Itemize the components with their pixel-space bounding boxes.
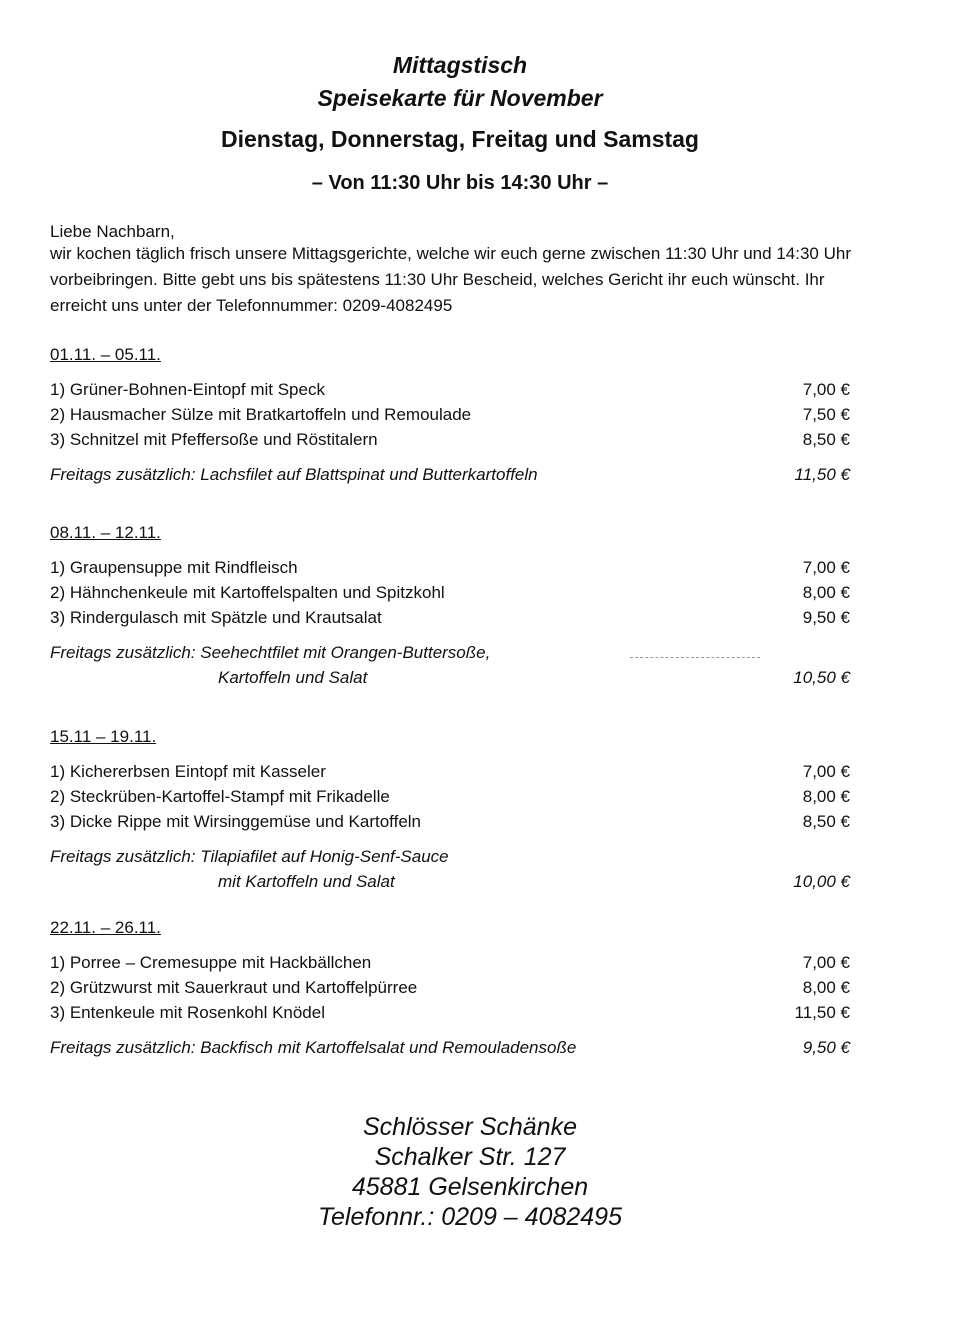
friday-special [50, 640, 850, 690]
menu-item [50, 759, 850, 784]
menu-item [50, 402, 850, 427]
dish-name: 1) Porree – Cremesuppe mit Hackbällchen [50, 953, 372, 972]
menu-item [50, 605, 850, 630]
dish-name: 3) Rindergulasch mit Spätzle und Krautsalat [50, 608, 382, 627]
dish-name: 3) Dicke Rippe mit Wirsinggemüse und Kartoffeln [50, 812, 422, 831]
menu-item [50, 975, 850, 1000]
menu-item [50, 580, 850, 605]
scan-dash-line [630, 657, 760, 658]
special-price: 10,50 € [793, 668, 850, 687]
restaurant-phone: Telefonnr.: 0209 – 4082495 [318, 1203, 622, 1231]
friday-special [50, 462, 850, 487]
friday-special [50, 844, 850, 894]
special-label: Freitags zusätzlich: [50, 643, 196, 662]
title-mittagstisch: Mittagstisch [392, 52, 528, 78]
title-speisekarte: Speisekarte für November [317, 85, 603, 111]
dish-name: 1) Graupensuppe mit Rindfleisch [50, 558, 298, 577]
special-dish-line2: Kartoffeln und Salat [218, 668, 368, 687]
dish-name: 3) Entenkeule mit Rosenkohl Knödel [50, 1003, 325, 1022]
restaurant-address [0, 1112, 940, 1232]
special-dish: Backfisch mit Kartoffelsalat und Remouladensoße [200, 1038, 577, 1057]
week-range: 15.11 – 19.11. [50, 727, 157, 746]
week-section [50, 523, 850, 690]
greeting: Liebe Nachbarn, [50, 222, 175, 241]
dish-name: 1) Kichererbsen Eintopf mit Kasseler [50, 762, 326, 781]
dish-name: 2) Steckrüben-Kartoffel-Stampf mit Frikadelle [50, 787, 390, 806]
menu-item [50, 784, 850, 809]
week-range: 22.11. – 26.11. [50, 918, 161, 937]
restaurant-street: Schalker Str. 127 [374, 1143, 566, 1171]
dish-price: 8,00 € [802, 978, 850, 997]
dish-name: 2) Hähnchenkeule mit Kartoffelspalten und Spitzkohl [50, 583, 445, 602]
special-dish: Tilapiafilet auf Honig-Senf-Sauce [200, 847, 449, 866]
dish-price: 8,50 € [802, 812, 850, 831]
menu-item [50, 427, 850, 452]
special-price: 11,50 € [794, 465, 850, 484]
week-range: 08.11. – 12.11. [50, 523, 161, 542]
special-label: Freitags zusätzlich: [50, 1038, 196, 1057]
special-dish: Lachsfilet auf Blattspinat und Butterkartoffeln [200, 465, 538, 484]
week-section [50, 918, 850, 1060]
special-price: 9,50 € [802, 1038, 850, 1057]
week-section [50, 345, 850, 487]
menu-item [50, 809, 850, 834]
dish-name: 2) Grützwurst mit Sauerkraut und Kartoffelpürree [50, 978, 418, 997]
dish-price: 8,00 € [802, 787, 850, 806]
serving-days: Dienstag, Donnerstag, Freitag und Samstag [221, 126, 699, 152]
dish-name: 2) Hausmacher Sülze mit Bratkartoffeln und Remoulade [50, 405, 472, 424]
dish-price: 7,00 € [802, 380, 850, 399]
menu-item [50, 950, 850, 975]
dish-price: 7,50 € [802, 405, 850, 424]
intro-text: wir kochen täglich frisch unsere Mittagsgerichte, welche wir euch gerne zwischen 11:30 Uhr und 14:30 Uhr vorbeibringen. Bitte gebt uns bis spätestens 11:30 Uhr Bescheid, welches Gericht ihr euch wünscht. Ihr erreicht uns unter der Telefonnummer: 0209-4082495 [50, 244, 851, 315]
special-label: Freitags zusätzlich: [50, 847, 196, 866]
special-label: Freitags zusätzlich: [50, 465, 196, 484]
special-price: 10,00 € [793, 872, 850, 891]
special-dish: Seehechtfilet mit Orangen-Buttersoße, [200, 643, 491, 662]
week-range: 01.11. – 05.11. [50, 345, 161, 364]
dish-name: 3) Schnitzel mit Pfeffersoße und Röstitalern [50, 430, 378, 449]
serving-hours: – Von 11:30 Uhr bis 14:30 Uhr – [311, 172, 609, 194]
dish-price: 7,00 € [802, 558, 850, 577]
menu-item [50, 377, 850, 402]
dish-price: 7,00 € [802, 762, 850, 781]
dish-price: 11,50 € [794, 1003, 850, 1022]
dish-price: 7,00 € [802, 953, 850, 972]
dish-price: 8,00 € [802, 583, 850, 602]
dish-price: 9,50 € [802, 608, 850, 627]
special-dish-line2: mit Kartoffeln und Salat [218, 872, 395, 891]
restaurant-city: 45881 Gelsenkirchen [351, 1173, 589, 1201]
dish-price: 8,50 € [802, 430, 850, 449]
week-section [50, 727, 850, 894]
dish-name: 1) Grüner-Bohnen-Eintopf mit Speck [50, 380, 325, 399]
friday-special [50, 1035, 850, 1060]
menu-item [50, 1000, 850, 1025]
menu-item [50, 555, 850, 580]
restaurant-name: Schlösser Schänke [362, 1113, 577, 1141]
